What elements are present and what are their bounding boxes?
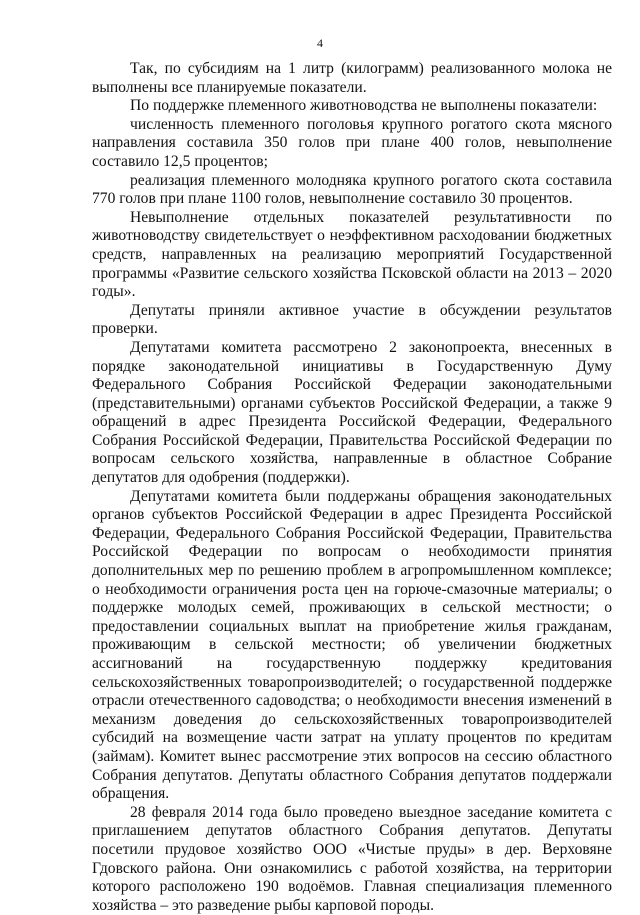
- page-number: 4: [317, 36, 323, 50]
- paragraph-breeding-intro: По поддержке племенного животноводства не выполнены показатели:: [130, 97, 598, 115]
- paragraph-bills-reviewed: Депутатами комитета рассмотрено 2 законопроекта, внесенных в порядке законодательной инициативы в Государственную Думу Федерального Собрания Российской Федерации законодательными (представительными) органами субъектов Российской Федерации, а также 9 обращений в адрес Президента Российской Федерации, Федерального Собрания Российской Федерации, Правительства Российской Федерации по вопросам сельского хозяйства, направленные в областное Собрание депутатов для одобрения (поддержки).: [92, 338, 612, 487]
- paragraph-milk-subsidies: Так, по субсидиям на 1 литр (килограмм) реализованного молока не выполнены все планируемые показатели.: [92, 60, 612, 96]
- paragraph-inefficiency: Невыполнение отдельных показателей результативности по животноводству свидетельствует о неэффективном расходовании бюджетных средств, направленных на реализацию мероприятий Государственной программы «Развитие сельского хозяйства Псковской области на 2013 – 2020 годы».: [92, 208, 612, 301]
- paragraph-appeals-supported: Депутатами комитета были поддержаны обращения законодательных органов субъектов Российской Федерации в адрес Президента Российской Федерации, Федерального Собрания Российской Федерации, Правительства Российской Федерации по вопросам о необходимости принятия дополнительных мер по решению проблем в агропромышленном комплексе; о необходимости ограничения роста цен на горюче-смазочные материалы; о поддержке молодых семей, проживающих в сельской местности; о предоставлении социальных выплат на приобретение жилья гражданам, проживающим в сельской местности; об увеличении бюджетных ассигнований на государственную поддержку кредитования сельскохозяйственных товаропроизводителей; о государственной поддержке отрасли отечественного садоводства; о необходимости внесения изменений в механизм доведения до сельскохозяйственных товаропроизводителей субсидий на возмещение части затрат на уплату процентов по кредитам (займам). Комитет вынес рассмотрение этих вопросов на сессию областного Собрания депутатов. Депутаты областного Собрания депутатов поддержали обращения.: [92, 487, 612, 803]
- paragraph-young-stock-sales: реализация племенного молодняка крупного рогатого скота составила 770 голов при плане 1100 голов, невыполнение составило 30 процентов.: [92, 171, 612, 208]
- paragraph-field-meeting: 28 февраля 2014 года было проведено выездное заседание комитета с приглашением депутатов областного Собрания депутатов. Депутаты посетили прудовое хозяйство ООО «Чистые пруды» в дер. Верховяне Гдовского района. Они ознакомились с работой хозяйства, на территории которого расположено 190 водоёмов. Главная специализация племенного хозяйства – это разведение рыбы карповой породы.: [92, 803, 612, 914]
- paragraph-deputies-participation: Депутаты приняли активное участие в обсуждении результатов проверки.: [92, 301, 612, 338]
- document-body: [92, 60, 612, 915]
- paragraph-cattle-count: численность племенного поголовья крупного рогатого скота мясного направления составила 350 голов при плане 400 голов, невыполнение составило 12,5 процентов;: [92, 115, 612, 170]
